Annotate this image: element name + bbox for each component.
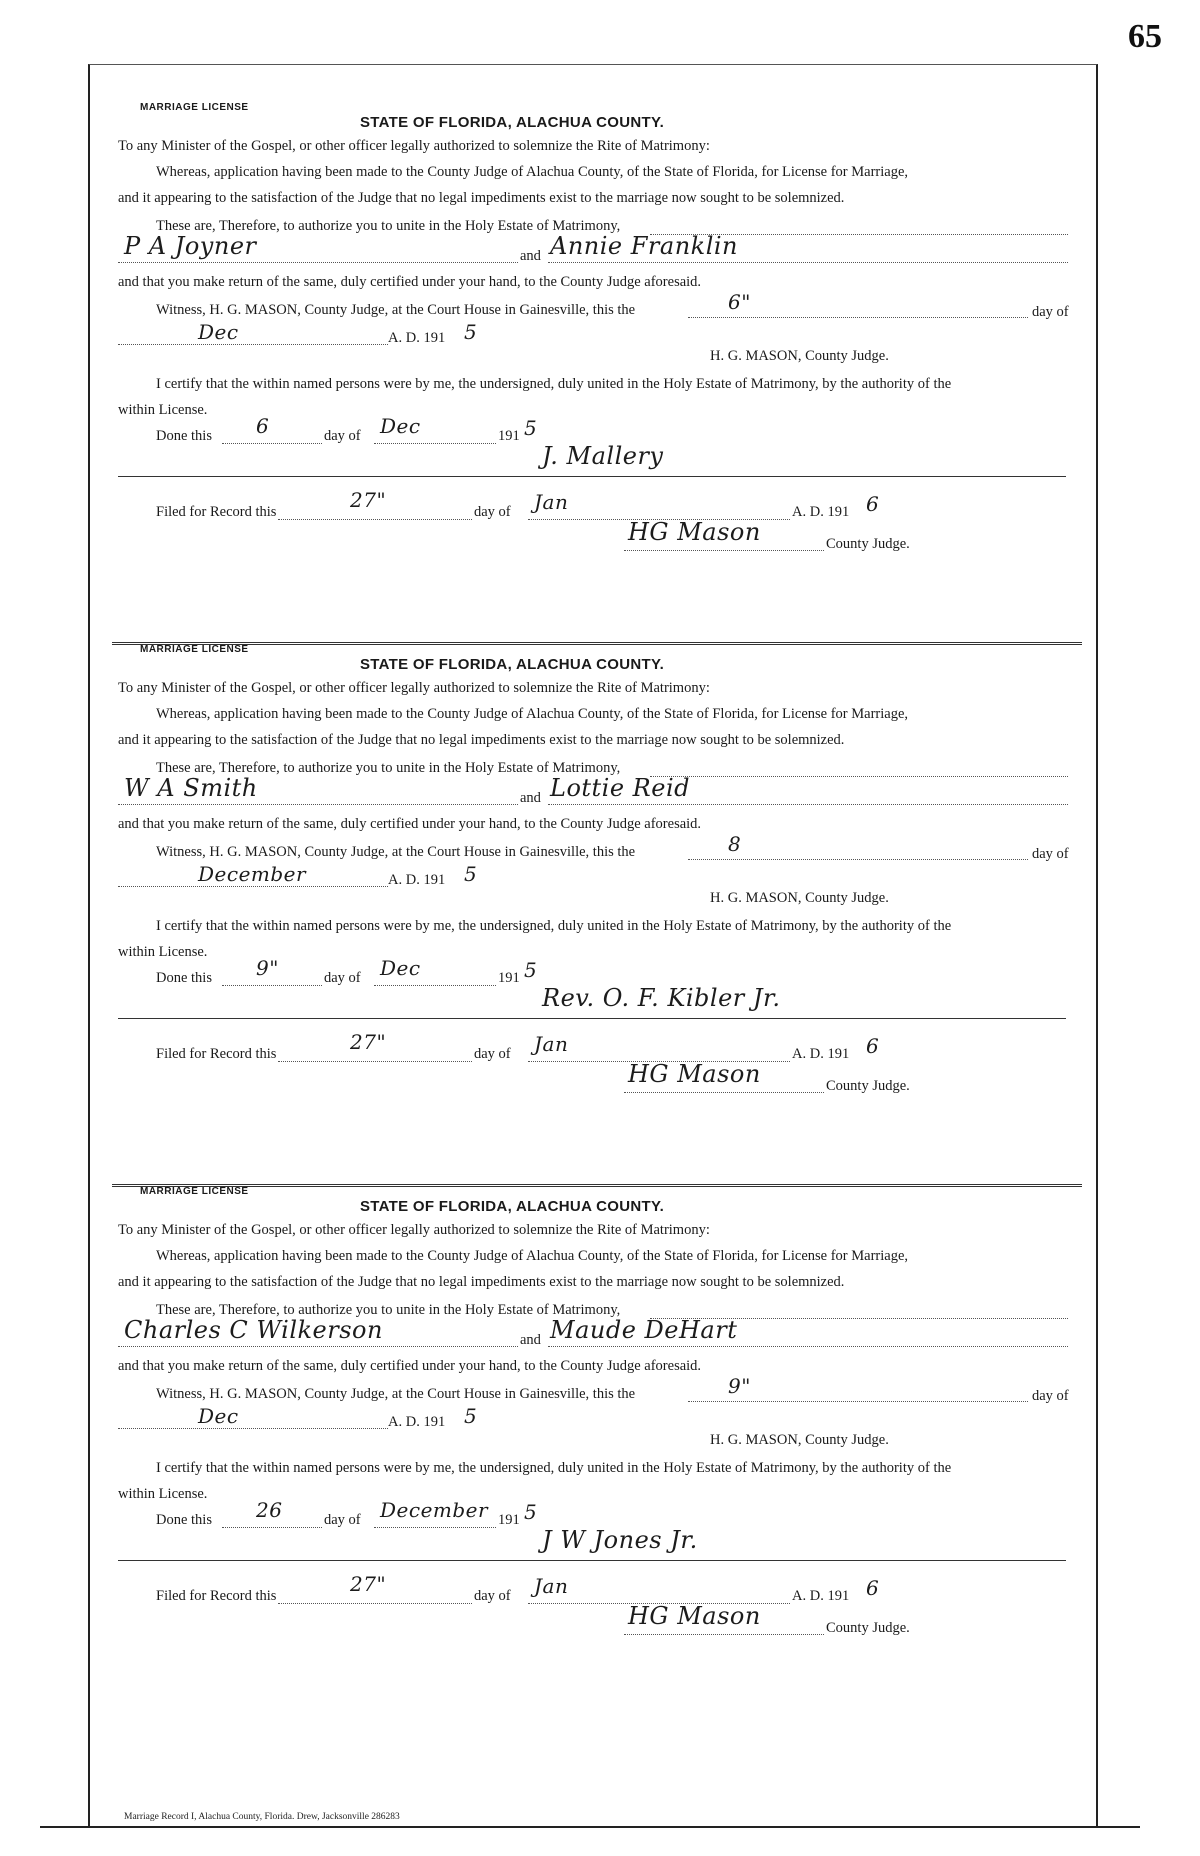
officiant-signature: J. Mallery — [542, 442, 664, 470]
witness-day: 6" — [728, 290, 751, 314]
witness-ad-label: A. D. 191 — [388, 872, 446, 888]
witness-line: Witness, H. G. MASON, County Judge, at the Court House in Gainesville, this the — [156, 302, 636, 318]
and-word: and — [520, 1332, 541, 1348]
done-month-line — [374, 985, 496, 986]
whereas-line-2: and it appearing to the satisfaction of the Judge that no legal impediments exist to the marriage now sought to be solemnized. — [118, 190, 845, 206]
certify-line-2: within License. — [118, 944, 208, 960]
address-line: To any Minister of the Gospel, or other officer legally authorized to solemnize the Rite of Matrimony: — [118, 680, 710, 696]
done-year: 5 — [524, 416, 538, 440]
witness-day-of: day of — [1032, 1388, 1069, 1404]
filed-day: 27" — [350, 488, 387, 512]
done-day-of: day of — [324, 428, 361, 444]
filed-ad-label: A. D. 191 — [792, 1046, 850, 1062]
officiant-signature: J W Jones Jr. — [542, 1526, 698, 1554]
filed-day-of: day of — [474, 1588, 511, 1604]
filed-label: Filed for Record this — [156, 504, 277, 520]
witness-month-line — [118, 1428, 388, 1429]
county-judge-label: County Judge. — [826, 536, 910, 552]
record-page-frame — [88, 64, 1098, 1826]
witness-month-line — [118, 886, 388, 887]
done-year: 5 — [524, 1500, 538, 1524]
done-month-line — [374, 1527, 496, 1528]
witness-month: December — [198, 862, 307, 886]
separator-1 — [112, 642, 1082, 645]
witness-day-of: day of — [1032, 304, 1069, 320]
bride-line — [548, 1346, 1068, 1347]
county-judge-label: County Judge. — [826, 1620, 910, 1636]
witness-month-line — [118, 344, 388, 345]
address-line: To any Minister of the Gospel, or other officer legally authorized to solemnize the Rite of Matrimony: — [118, 138, 710, 154]
bride-name: Annie Franklin — [550, 232, 738, 260]
filed-month: Jan — [534, 1032, 569, 1056]
groom-line — [118, 1346, 518, 1347]
return-line: and that you make return of the same, duly certified under your hand, to the County Judge aforesaid. — [118, 274, 702, 290]
officiant-signature: Rev. O. F. Kibler Jr. — [542, 984, 781, 1012]
done-month-line — [374, 443, 496, 444]
groom-line — [118, 262, 518, 263]
done-day: 6 — [256, 414, 270, 438]
and-word: and — [520, 248, 541, 264]
bride-line — [548, 262, 1068, 263]
done-day-of: day of — [324, 1512, 361, 1528]
return-line: and that you make return of the same, duly certified under your hand, to the County Judge aforesaid. — [118, 816, 702, 832]
done-month: Dec — [380, 414, 421, 438]
state-title: STATE OF FLORIDA, ALACHUA COUNTY. — [360, 114, 665, 131]
groom-name: P A Joyner — [124, 232, 257, 260]
witness-year: 5 — [464, 1404, 478, 1428]
filed-judge-signature: HG Mason — [628, 518, 761, 546]
filed-ad-label: A. D. 191 — [792, 504, 850, 520]
done-day: 26 — [256, 1498, 283, 1522]
filed-label: Filed for Record this — [156, 1588, 277, 1604]
witness-day: 8 — [728, 832, 742, 856]
witness-ad-label: A. D. 191 — [388, 1414, 446, 1430]
officiant-rule — [118, 1560, 1066, 1561]
done-year: 5 — [524, 958, 538, 982]
filed-judge-signature: HG Mason — [628, 1602, 761, 1630]
license-label: MARRIAGE LICENSE — [140, 644, 249, 655]
filed-judge-signature: HG Mason — [628, 1060, 761, 1088]
certify-line-1: I certify that the within named persons were by me, the undersigned, duly united in the Holy Estate of Matrimony, by the authority of the — [156, 1460, 952, 1476]
filed-year: 6 — [866, 1576, 880, 1600]
page-bottom-rule — [40, 1826, 1140, 1828]
state-title: STATE OF FLORIDA, ALACHUA COUNTY. — [360, 1198, 665, 1215]
witness-day-of: day of — [1032, 846, 1069, 862]
done-year-label: 191 — [498, 1512, 520, 1528]
witness-day-line — [688, 859, 1028, 860]
done-month: December — [380, 1498, 489, 1522]
filed-judge-line — [624, 550, 824, 551]
filed-day: 27" — [350, 1572, 387, 1596]
page-number: 65 — [1128, 18, 1162, 55]
done-day: 9" — [256, 956, 279, 980]
separator-2 — [112, 1184, 1082, 1187]
witness-day: 9" — [728, 1374, 751, 1398]
bride-name: Lottie Reid — [550, 774, 690, 802]
done-day-line — [222, 1527, 322, 1528]
filed-day-of: day of — [474, 1046, 511, 1062]
certify-line-2: within License. — [118, 1486, 208, 1502]
witness-year: 5 — [464, 320, 478, 344]
filed-day-line — [278, 519, 472, 520]
whereas-line-1: Whereas, application having been made to the County Judge of Alachua County, of the State of Florida, for License for Marriage, — [156, 706, 909, 722]
done-label: Done this — [156, 970, 212, 986]
witness-line: Witness, H. G. MASON, County Judge, at the Court House in Gainesville, this the — [156, 844, 636, 860]
witness-month: Dec — [198, 320, 239, 344]
certify-line-1: I certify that the within named persons were by me, the undersigned, duly united in the Holy Estate of Matrimony, by the authority of the — [156, 918, 952, 934]
certify-line-1: I certify that the within named persons were by me, the undersigned, duly united in the Holy Estate of Matrimony, by the authority of the — [156, 376, 952, 392]
witness-day-line — [688, 317, 1028, 318]
license-label: MARRIAGE LICENSE — [140, 102, 249, 113]
and-word: and — [520, 790, 541, 806]
authorize-line: These are, Therefore, to authorize you to unite in the Holy Estate of Matrimony, — [156, 760, 621, 776]
judge-printed-signature: H. G. MASON, County Judge. — [710, 1432, 889, 1448]
whereas-line-2: and it appearing to the satisfaction of the Judge that no legal impediments exist to the marriage now sought to be solemnized. — [118, 732, 845, 748]
authorize-fill-line — [650, 776, 1068, 777]
judge-printed-signature: H. G. MASON, County Judge. — [710, 890, 889, 906]
witness-month: Dec — [198, 1404, 239, 1428]
witness-year: 5 — [464, 862, 478, 886]
done-label: Done this — [156, 428, 212, 444]
filed-year: 6 — [866, 1034, 880, 1058]
done-month: Dec — [380, 956, 421, 980]
done-year-label: 191 — [498, 970, 520, 986]
license-label: MARRIAGE LICENSE — [140, 1186, 249, 1197]
authorize-line: These are, Therefore, to authorize you to unite in the Holy Estate of Matrimony, — [156, 218, 621, 234]
authorize-line: These are, Therefore, to authorize you to unite in the Holy Estate of Matrimony, — [156, 1302, 621, 1318]
bride-line — [548, 804, 1068, 805]
officiant-rule — [118, 1018, 1066, 1019]
return-line: and that you make return of the same, duly certified under your hand, to the County Judge aforesaid. — [118, 1358, 702, 1374]
groom-name: Charles C Wilkerson — [124, 1316, 383, 1344]
filed-label: Filed for Record this — [156, 1046, 277, 1062]
groom-name: W A Smith — [124, 774, 258, 802]
filed-judge-line — [624, 1092, 824, 1093]
whereas-line-2: and it appearing to the satisfaction of the Judge that no legal impediments exist to the marriage now sought to be solemnized. — [118, 1274, 845, 1290]
filed-year: 6 — [866, 492, 880, 516]
witness-day-line — [688, 1401, 1028, 1402]
whereas-line-1: Whereas, application having been made to the County Judge of Alachua County, of the State of Florida, for License for Marriage, — [156, 164, 909, 180]
filed-day: 27" — [350, 1030, 387, 1054]
judge-printed-signature: H. G. MASON, County Judge. — [710, 348, 889, 364]
done-year-label: 191 — [498, 428, 520, 444]
certify-line-2: within License. — [118, 402, 208, 418]
state-title: STATE OF FLORIDA, ALACHUA COUNTY. — [360, 656, 665, 673]
county-judge-label: County Judge. — [826, 1078, 910, 1094]
filed-ad-label: A. D. 191 — [792, 1588, 850, 1604]
filed-month: Jan — [534, 1574, 569, 1598]
witness-line: Witness, H. G. MASON, County Judge, at the Court House in Gainesville, this the — [156, 1386, 636, 1402]
footer-note: Marriage Record I, Alachua County, Florida. Drew, Jacksonville 286283 — [124, 1812, 400, 1822]
filed-judge-line — [624, 1634, 824, 1635]
whereas-line-1: Whereas, application having been made to the County Judge of Alachua County, of the State of Florida, for License for Marriage, — [156, 1248, 909, 1264]
done-label: Done this — [156, 1512, 212, 1528]
filed-day-line — [278, 1603, 472, 1604]
filed-day-of: day of — [474, 504, 511, 520]
done-day-line — [222, 443, 322, 444]
filed-month: Jan — [534, 490, 569, 514]
filed-day-line — [278, 1061, 472, 1062]
witness-ad-label: A. D. 191 — [388, 330, 446, 346]
officiant-rule — [118, 476, 1066, 477]
bride-name: Maude DeHart — [550, 1316, 738, 1344]
done-day-of: day of — [324, 970, 361, 986]
groom-line — [118, 804, 518, 805]
address-line: To any Minister of the Gospel, or other officer legally authorized to solemnize the Rite of Matrimony: — [118, 1222, 710, 1238]
done-day-line — [222, 985, 322, 986]
